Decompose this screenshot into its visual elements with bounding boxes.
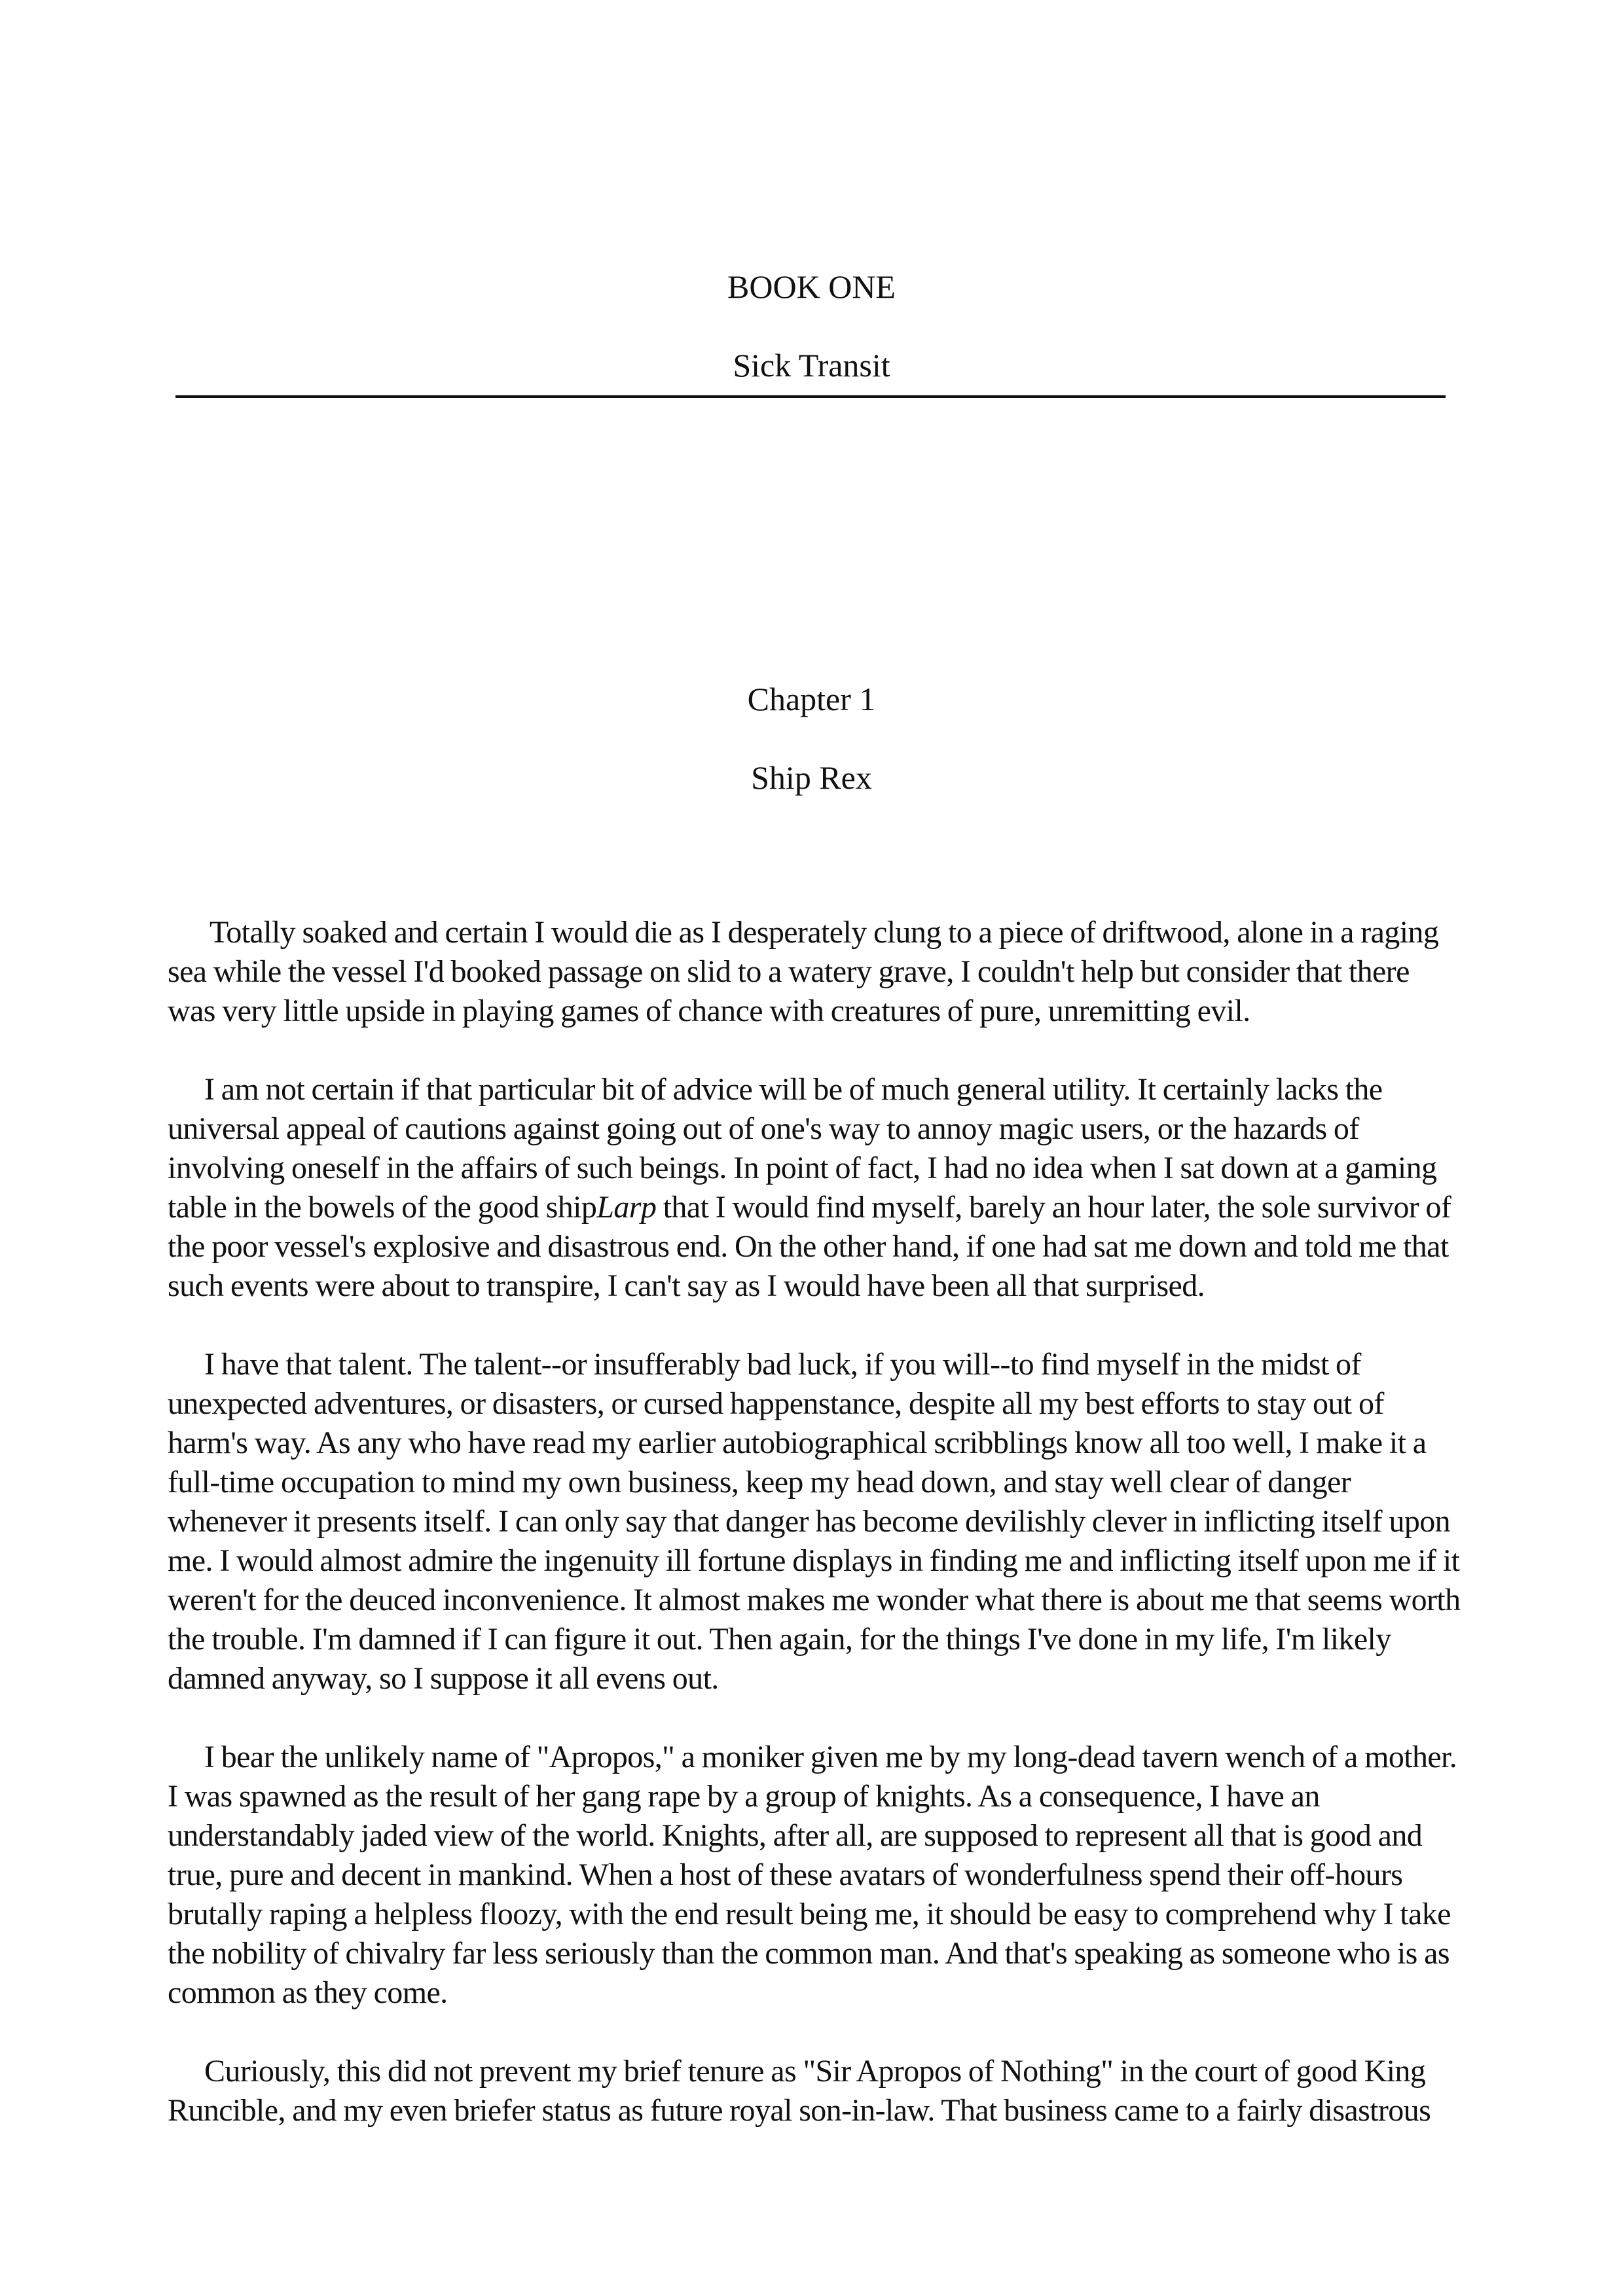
paragraph-text: I am not certain if that particular bit of advice will be of much general utility. It certainly lacks the universal appeal of cautions against going out of one's way to annoy magic users, or the hazards of involving oneself in the affairs of such beings. In point of fact, I had no idea when I sat down at a gaming table in the bowels of the good ship: [168, 1072, 1437, 1225]
chapter-number: Chapter 1: [747, 681, 876, 717]
horizontal-rule: [175, 395, 1446, 398]
paragraph: I bear the unlikely name of "Apropos," a moniker given me by my long-dead tavern wench of a mother. I was spawned as the result of her gang rape by a group of knights. As a consequence, I have an understandably jaded view of the world. Knights, after all, are supposed to represent all that is good and true, pure and decent in mankind. When a host of these avatars of wonderfulness spend their off-hours brutally raping a helpless floozy, with the end result being me, it should be easy to comprehend why I take the nobility of chivalry far less seriously than the common man. And that's speaking as someone who is as common as they come.: [168, 1740, 1457, 2010]
body-text: [168, 913, 1464, 2170]
book-subtitle: Sick Transit: [733, 347, 890, 384]
chapter-title: Ship Rex: [751, 759, 872, 796]
paragraph: [168, 1070, 1464, 1306]
book-title: BOOK ONE: [727, 268, 896, 305]
paragraph-text: that I would find myself, barely an hour later, the sole survivor of the poor vessel's explosive and disastrous end. On the other hand, if one had sat me down and told me that such events were about to transpire, I can't say as I would have been all that surprised.: [168, 1190, 1451, 1303]
paragraph: Curiously, this did not prevent my brief tenure as "Sir Apropos of Nothing" in the court of good King Runcible, and my even briefer status as future royal son-in-law. That business came to a fairly disastrous: [168, 2054, 1431, 2128]
paragraph: I have that talent. The talent--or insufferably bad luck, if you will--to find myself in the midst of unexpected adventures, or disasters, or cursed happenstance, despite all my best efforts to stay out of harm's way. As any who have read my earlier autobiographical scribblings know all too well, I make it a full-time occupation to mind my own business, keep my head down, and stay well clear of danger whenever it presents itself. I can only say that danger has become devilishly clever in inflicting itself upon me. I would almost admire the ingenuity ill fortune displays in finding me and inflicting itself upon me if it weren't for the deuced inconvenience. It almost makes me wonder what there is about me that seems worth the trouble. I'm damned if I can figure it out. Then again, for the things I've done in my life, I'm likely damned anyway, so I suppose it all evens out.: [168, 1347, 1461, 1696]
paragraph: Totally soaked and certain I would die as I desperately clung to a piece of driftwood, alone in a raging sea while the vessel I'd booked passage on slid to a watery grave, I couldn't help but consider that there was very little upside in playing games of chance with creatures of pure, unremitting evil.: [168, 915, 1439, 1028]
ship-name: Larp: [596, 1190, 657, 1225]
